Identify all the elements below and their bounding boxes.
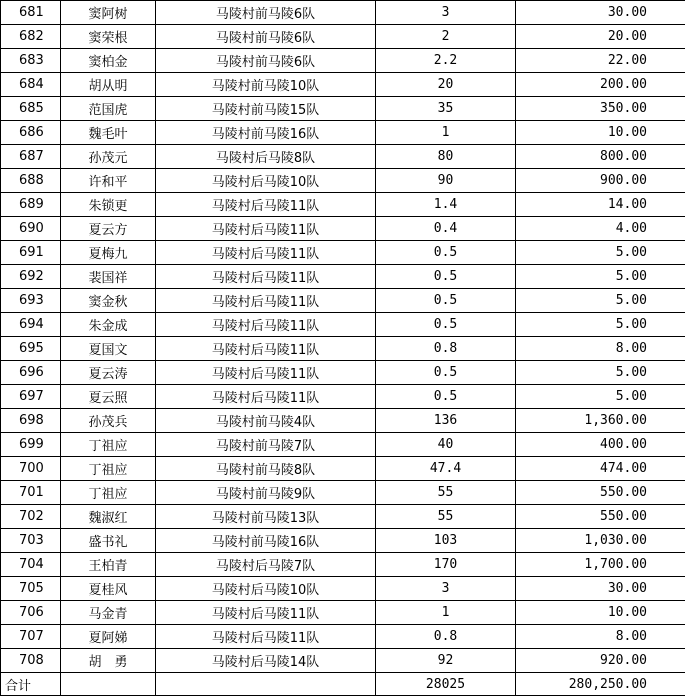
- name-cell: 魏毛叶: [61, 121, 156, 145]
- quantity-cell: 0.5: [376, 361, 516, 385]
- amount-cell: 8.00: [516, 337, 685, 361]
- row-number-cell: 689: [1, 193, 61, 217]
- name-cell: 马金青: [61, 601, 156, 625]
- table-row: [1, 553, 685, 577]
- name-cell: 裴国祥: [61, 265, 156, 289]
- location-cell: 马陵村后马陵11队: [156, 313, 376, 337]
- name-cell: 夏梅九: [61, 241, 156, 265]
- table-row: [1, 577, 685, 601]
- location-cell: 马陵村后马陵11队: [156, 625, 376, 649]
- row-number-cell: 703: [1, 529, 61, 553]
- quantity-cell: 136: [376, 409, 516, 433]
- table-row: [1, 337, 685, 361]
- quantity-cell: 1: [376, 121, 516, 145]
- row-number-cell: 685: [1, 97, 61, 121]
- quantity-cell: 3: [376, 577, 516, 601]
- name-cell: 范国虎: [61, 97, 156, 121]
- quantity-cell: 0.8: [376, 625, 516, 649]
- amount-cell: 550.00: [516, 505, 685, 529]
- table-row: [1, 193, 685, 217]
- row-number-cell: 686: [1, 121, 61, 145]
- location-cell: 马陵村前马陵16队: [156, 121, 376, 145]
- quantity-cell: 92: [376, 649, 516, 673]
- row-number-cell: 693: [1, 289, 61, 313]
- quantity-cell: 0.5: [376, 289, 516, 313]
- name-cell: 朱锁更: [61, 193, 156, 217]
- quantity-cell: 0.5: [376, 385, 516, 409]
- amount-cell: 920.00: [516, 649, 685, 673]
- location-cell: 马陵村后马陵11队: [156, 193, 376, 217]
- name-cell: 王柏青: [61, 553, 156, 577]
- table-row: [1, 409, 685, 433]
- amount-cell: 1,030.00: [516, 529, 685, 553]
- location-cell: 马陵村后马陵11队: [156, 337, 376, 361]
- row-number-cell: 683: [1, 49, 61, 73]
- amount-cell: 4.00: [516, 217, 685, 241]
- quantity-cell: 35: [376, 97, 516, 121]
- amount-cell: 900.00: [516, 169, 685, 193]
- name-cell: 丁祖应: [61, 481, 156, 505]
- table-row: [1, 361, 685, 385]
- table-row: [1, 529, 685, 553]
- location-cell: 马陵村后马陵11队: [156, 385, 376, 409]
- row-number-cell: 688: [1, 169, 61, 193]
- total-quantity-cell: 28025: [376, 673, 516, 696]
- quantity-cell: 20: [376, 73, 516, 97]
- name-cell: 窦阿树: [61, 1, 156, 25]
- table-row: [1, 433, 685, 457]
- name-cell: 窦金秋: [61, 289, 156, 313]
- amount-cell: 14.00: [516, 193, 685, 217]
- quantity-cell: 90: [376, 169, 516, 193]
- amount-cell: 5.00: [516, 361, 685, 385]
- row-number-cell: 681: [1, 1, 61, 25]
- row-number-cell: 682: [1, 25, 61, 49]
- quantity-cell: 2.2: [376, 49, 516, 73]
- amount-cell: 5.00: [516, 241, 685, 265]
- location-cell: 马陵村后马陵11队: [156, 289, 376, 313]
- row-number-cell: 690: [1, 217, 61, 241]
- row-number-cell: 695: [1, 337, 61, 361]
- location-cell: 马陵村前马陵13队: [156, 505, 376, 529]
- quantity-cell: 0.5: [376, 313, 516, 337]
- table-row: [1, 145, 685, 169]
- table-row: [1, 481, 685, 505]
- name-cell: 夏阿娣: [61, 625, 156, 649]
- location-cell: 马陵村前马陵6队: [156, 25, 376, 49]
- location-cell: 马陵村前马陵6队: [156, 49, 376, 73]
- location-cell: 马陵村前马陵9队: [156, 481, 376, 505]
- row-number-cell: 692: [1, 265, 61, 289]
- location-cell: 马陵村后马陵11队: [156, 217, 376, 241]
- table-row: [1, 505, 685, 529]
- row-number-cell: 700: [1, 457, 61, 481]
- table-row: [1, 289, 685, 313]
- row-number-cell: 708: [1, 649, 61, 673]
- name-cell: 夏国文: [61, 337, 156, 361]
- row-number-cell: 687: [1, 145, 61, 169]
- amount-cell: 474.00: [516, 457, 685, 481]
- total-label-cell: 合计: [1, 673, 61, 696]
- name-cell: 魏淑红: [61, 505, 156, 529]
- total-empty-cell: [156, 673, 376, 696]
- table-row: [1, 265, 685, 289]
- amount-cell: 10.00: [516, 121, 685, 145]
- amount-cell: 1,700.00: [516, 553, 685, 577]
- amount-cell: 10.00: [516, 601, 685, 625]
- amount-cell: 5.00: [516, 289, 685, 313]
- row-number-cell: 704: [1, 553, 61, 577]
- row-number-cell: 691: [1, 241, 61, 265]
- name-cell: 丁祖应: [61, 457, 156, 481]
- quantity-cell: 2: [376, 25, 516, 49]
- quantity-cell: 40: [376, 433, 516, 457]
- amount-cell: 1,360.00: [516, 409, 685, 433]
- table-row: [1, 169, 685, 193]
- row-number-cell: 707: [1, 625, 61, 649]
- quantity-cell: 170: [376, 553, 516, 577]
- location-cell: 马陵村前马陵4队: [156, 409, 376, 433]
- table-row: [1, 601, 685, 625]
- name-cell: 胡从明: [61, 73, 156, 97]
- name-cell: 许和平: [61, 169, 156, 193]
- location-cell: 马陵村后马陵7队: [156, 553, 376, 577]
- table-row: [1, 1, 685, 25]
- quantity-cell: 103: [376, 529, 516, 553]
- row-number-cell: 701: [1, 481, 61, 505]
- name-cell: 胡 勇: [61, 649, 156, 673]
- table-row: [1, 49, 685, 73]
- quantity-cell: 47.4: [376, 457, 516, 481]
- quantity-cell: 0.5: [376, 241, 516, 265]
- amount-cell: 350.00: [516, 97, 685, 121]
- table-row: [1, 73, 685, 97]
- location-cell: 马陵村后马陵8队: [156, 145, 376, 169]
- amount-cell: 8.00: [516, 625, 685, 649]
- location-cell: 马陵村后马陵11队: [156, 361, 376, 385]
- quantity-cell: 3: [376, 1, 516, 25]
- name-cell: 孙茂元: [61, 145, 156, 169]
- quantity-cell: 0.8: [376, 337, 516, 361]
- table-row: [1, 313, 685, 337]
- location-cell: 马陵村后马陵10队: [156, 169, 376, 193]
- name-cell: 窦柏金: [61, 49, 156, 73]
- table-row: [1, 97, 685, 121]
- quantity-cell: 1.4: [376, 193, 516, 217]
- quantity-cell: 55: [376, 481, 516, 505]
- location-cell: 马陵村前马陵10队: [156, 73, 376, 97]
- amount-cell: 200.00: [516, 73, 685, 97]
- table-row: [1, 625, 685, 649]
- name-cell: 盛书礼: [61, 529, 156, 553]
- amount-cell: 5.00: [516, 313, 685, 337]
- total-amount-cell: 280,250.00: [516, 673, 685, 696]
- row-number-cell: 706: [1, 601, 61, 625]
- row-number-cell: 702: [1, 505, 61, 529]
- row-number-cell: 699: [1, 433, 61, 457]
- table-row: [1, 649, 685, 673]
- location-cell: 马陵村前马陵15队: [156, 97, 376, 121]
- amount-cell: 30.00: [516, 1, 685, 25]
- records-table-body: [1, 1, 685, 696]
- quantity-cell: 0.5: [376, 265, 516, 289]
- location-cell: 马陵村后马陵14队: [156, 649, 376, 673]
- amount-cell: 550.00: [516, 481, 685, 505]
- table-row: [1, 457, 685, 481]
- location-cell: 马陵村前马陵16队: [156, 529, 376, 553]
- total-row: [1, 673, 685, 696]
- location-cell: 马陵村前马陵8队: [156, 457, 376, 481]
- name-cell: 朱金成: [61, 313, 156, 337]
- row-number-cell: 696: [1, 361, 61, 385]
- amount-cell: 30.00: [516, 577, 685, 601]
- name-cell: 窦荣根: [61, 25, 156, 49]
- table-row: [1, 25, 685, 49]
- name-cell: 孙茂兵: [61, 409, 156, 433]
- location-cell: 马陵村前马陵7队: [156, 433, 376, 457]
- table-row: [1, 385, 685, 409]
- quantity-cell: 1: [376, 601, 516, 625]
- name-cell: 夏云涛: [61, 361, 156, 385]
- name-cell: 夏云照: [61, 385, 156, 409]
- amount-cell: 20.00: [516, 25, 685, 49]
- location-cell: 马陵村后马陵10队: [156, 577, 376, 601]
- amount-cell: 5.00: [516, 265, 685, 289]
- row-number-cell: 694: [1, 313, 61, 337]
- name-cell: 夏云方: [61, 217, 156, 241]
- row-number-cell: 697: [1, 385, 61, 409]
- location-cell: 马陵村后马陵11队: [156, 601, 376, 625]
- quantity-cell: 80: [376, 145, 516, 169]
- amount-cell: 400.00: [516, 433, 685, 457]
- table-row: [1, 241, 685, 265]
- name-cell: 丁祖应: [61, 433, 156, 457]
- name-cell: 夏桂风: [61, 577, 156, 601]
- row-number-cell: 684: [1, 73, 61, 97]
- location-cell: 马陵村前马陵6队: [156, 1, 376, 25]
- table-row: [1, 217, 685, 241]
- amount-cell: 5.00: [516, 385, 685, 409]
- amount-cell: 22.00: [516, 49, 685, 73]
- row-number-cell: 705: [1, 577, 61, 601]
- quantity-cell: 55: [376, 505, 516, 529]
- quantity-cell: 0.4: [376, 217, 516, 241]
- total-empty-cell: [61, 673, 156, 696]
- amount-cell: 800.00: [516, 145, 685, 169]
- location-cell: 马陵村后马陵11队: [156, 241, 376, 265]
- location-cell: 马陵村后马陵11队: [156, 265, 376, 289]
- table-row: [1, 121, 685, 145]
- row-number-cell: 698: [1, 409, 61, 433]
